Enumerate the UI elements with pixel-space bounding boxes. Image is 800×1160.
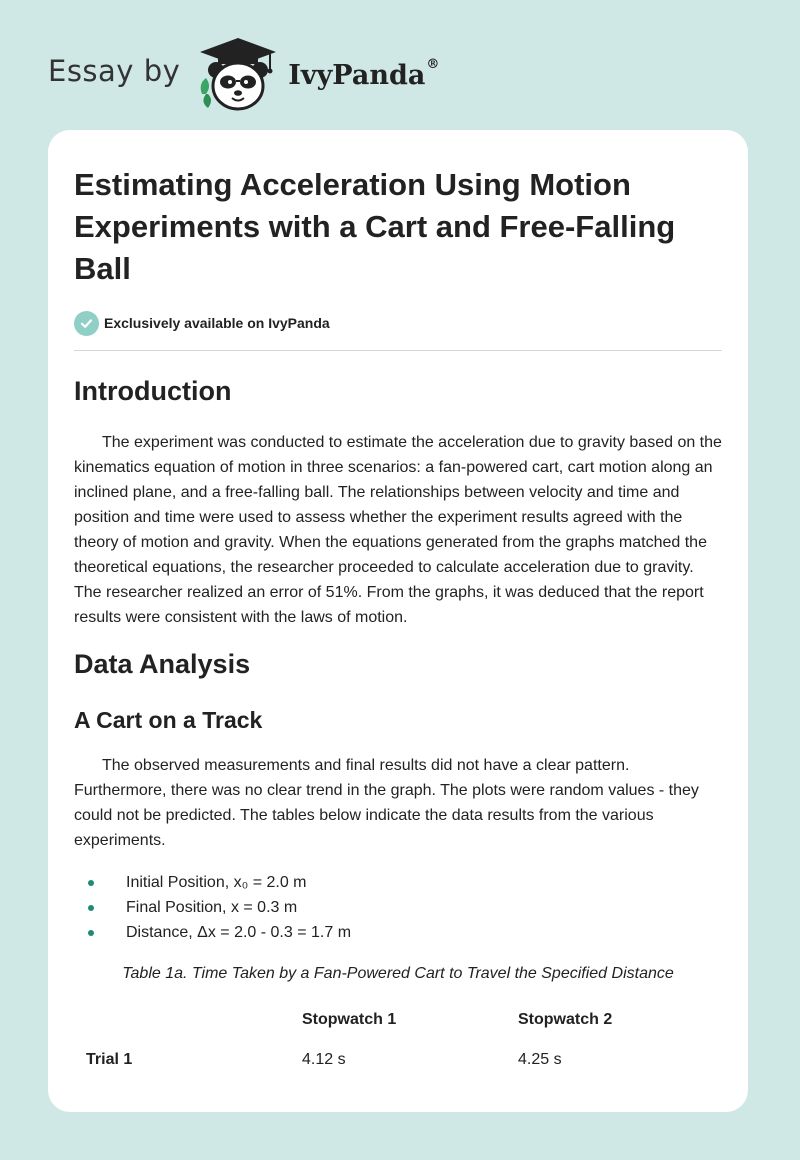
panda-logo-icon bbox=[196, 36, 280, 112]
bullet-icon bbox=[88, 930, 94, 936]
introduction-heading: Introduction bbox=[74, 376, 232, 406]
table-header-cell: Stopwatch 2 bbox=[518, 1011, 613, 1028]
list-item: Distance, Δx = 2.0 - 0.3 = 1.7 m bbox=[74, 920, 722, 945]
bullet-icon bbox=[88, 905, 94, 911]
data-analysis-heading: Data Analysis bbox=[74, 649, 251, 679]
list-item: Initial Position, x₀ = 2.0 m bbox=[74, 870, 722, 895]
table-cell: 4.25 s bbox=[518, 1051, 562, 1068]
introduction-paragraph: The experiment was conducted to estimate the acceleration due to gravity based on the kinematics equation of motion in three scenarios: a fan-powered cart, cart motion along an inclined plane, and a free-falling ball. The relationships between velocity and time and position and time were used to assess whether the experiment results agreed with the theory of motion and gravity. When the equations generated from the graphs matched the theoretical equations, the researcher proceeded to calculate acceleration due to gravity. The researcher realized an error of 51%. From the graphs, it was deduced that the report results were consistent with the laws of motion. bbox=[74, 434, 722, 626]
article-content bbox=[74, 164, 722, 1073]
timing-table bbox=[74, 1007, 722, 1073]
table-caption: Table 1a. Time Taken by a Fan-Powered Cart to Travel the Specified Distance bbox=[122, 965, 674, 982]
table-cell: 4.12 s bbox=[302, 1051, 346, 1068]
table-cell: Trial 1 bbox=[86, 1051, 133, 1068]
table-header-cell: Stopwatch 1 bbox=[302, 1011, 397, 1028]
cart-on-track-heading: A Cart on a Track bbox=[74, 707, 263, 733]
brand-name: IvyPanda® bbox=[288, 56, 440, 91]
exclusive-badge-text: Exclusively available on IvyPanda bbox=[104, 315, 330, 331]
table-row bbox=[74, 1033, 722, 1073]
article-title: Estimating Acceleration Using Motion Experiments with a Cart and Free-Falling Ball bbox=[74, 167, 676, 286]
essay-by-label: Essay by bbox=[48, 54, 181, 88]
measurement-list bbox=[74, 870, 722, 945]
list-item: Final Position, x = 0.3 m bbox=[74, 895, 722, 920]
cart-on-track-paragraph: The observed measurements and final results did not have a clear pattern. Furthermore, there was no clear trend in the graph. The plots were random values - they could not be predicted. The tables below indicate the data results from the various experiments. bbox=[74, 757, 699, 849]
exclusive-badge bbox=[74, 310, 722, 336]
site-header bbox=[48, 36, 439, 112]
table-header-cell bbox=[74, 1007, 290, 1033]
title-divider bbox=[74, 350, 722, 351]
article-card bbox=[48, 130, 748, 1112]
bullet-icon bbox=[88, 880, 94, 886]
check-icon bbox=[74, 311, 99, 336]
table-header-row bbox=[74, 1007, 722, 1033]
